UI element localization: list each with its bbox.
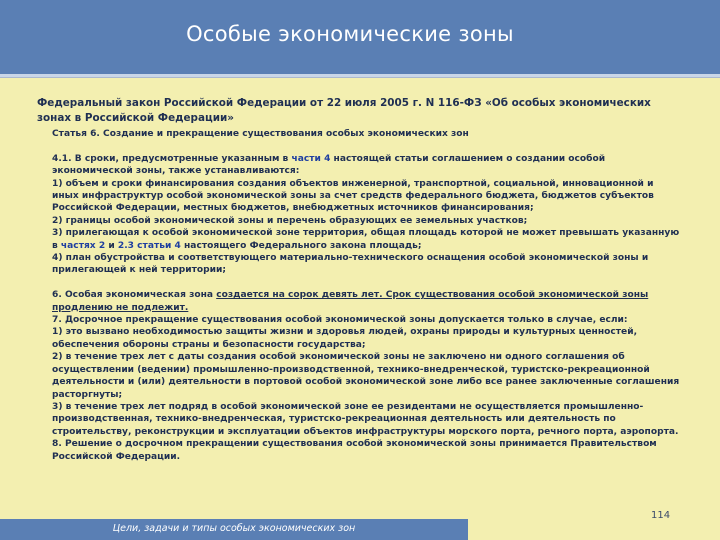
paragraph-4-1-text-end: настоящей статьи соглашением о создании особой экономической зоны, также устанавливаются: (52, 153, 606, 177)
link-parts-2[interactable]: частях 2 (60, 240, 106, 251)
paragraph-7-3: 3) в течение трех лет подряд в особой экономической зоне ее резидентами не осуществляется промышленно-производственная, технико-внедренческая, туристско-рекреационная деятельность или деятельность по строительству, реконструкции и эксплуатации объектов инфраструктуры морского порта, речного порта, аэропорта. (52, 401, 679, 437)
item-3 (52, 227, 682, 252)
footer-bar (0, 519, 468, 540)
item-4: 4) план обустройства и соответствующего материально-технического оснащения особой экономической зоны и прилегающей к ней территории; (52, 253, 649, 276)
paragraph-4-1-text: 4.1. В сроки, предусмотренные указанным в (52, 153, 292, 164)
item-3-text-end: настоящего Федерального закона площадь; (180, 240, 422, 251)
article-body (52, 128, 682, 463)
item-1: 1) объем и сроки финансирования создания объектов инженерной, транспортной, социальной, инновационной и иных инфраструктур особой экономической зоны за счет средств федерального бюджета, бюджетов субъектов Российской Федерации, местных бюджетов, внебюджетных источников финансирования; (52, 178, 654, 214)
item-2: 2) границы особой экономической зоны и перечень образующих ее земельных участков; (52, 215, 528, 226)
header-divider-shadow (0, 77, 720, 78)
item-3-text: 3) прилегающая к особой экономической зоне территория, общая площадь которой не может превышать указанную в (52, 228, 680, 251)
paragraph-7: 7. Досрочное прекращение существования особой экономической зоны допускается только в случае, если: (52, 315, 628, 326)
paragraph-4-1 (52, 153, 682, 178)
paragraph-6-text: 6. Особая экономическая зона (52, 290, 217, 301)
link-article-4[interactable]: 2.3 статьи 4 (117, 240, 181, 251)
footer-text: Цели, задачи и типы особых экономических зон (112, 523, 356, 534)
paragraph-8: 8. Решение о досрочном прекращении существования особой экономической зоны принимается Правительством Российской Федерации. (52, 439, 657, 462)
law-title: Федеральный закон Российской Федерации от 22 июля 2005 г. N 116-ФЗ «Об особых экономических зонах в Российской Федерации» (37, 97, 651, 124)
header-bar (0, 0, 720, 74)
paragraph-7-1: 1) это вызвано необходимостью защиты жизни и здоровья людей, охраны природы и культурных ценностей, обеспечения обороны страны и безопасности государства; (52, 327, 638, 350)
article-heading: Статья 6. Создание и прекращение существования особых экономических зон (52, 129, 469, 139)
item-3-and: и (105, 240, 118, 251)
link-part-4[interactable]: части 4 (291, 153, 331, 164)
paragraph-7-2: 2) в течение трех лет с даты создания особой экономической зоны не заключено ни одного соглашения об осуществлении (ведении) промышленно-производственной, технико-внедренческой, туристско-рекреационной деятельности и (или) деятельности в портовой особой экономической зоне либо все ранее заключенные соглашения расторгнуты; (52, 352, 680, 400)
page-number: 114 (651, 510, 671, 521)
paragraph-6-underlined: создается на сорок девять лет. Срок существования особой экономической зоны продлению не подлежит. (52, 290, 649, 313)
paragraph-6 (52, 289, 682, 314)
slide-title: Особые экономические зоны (186, 22, 514, 46)
